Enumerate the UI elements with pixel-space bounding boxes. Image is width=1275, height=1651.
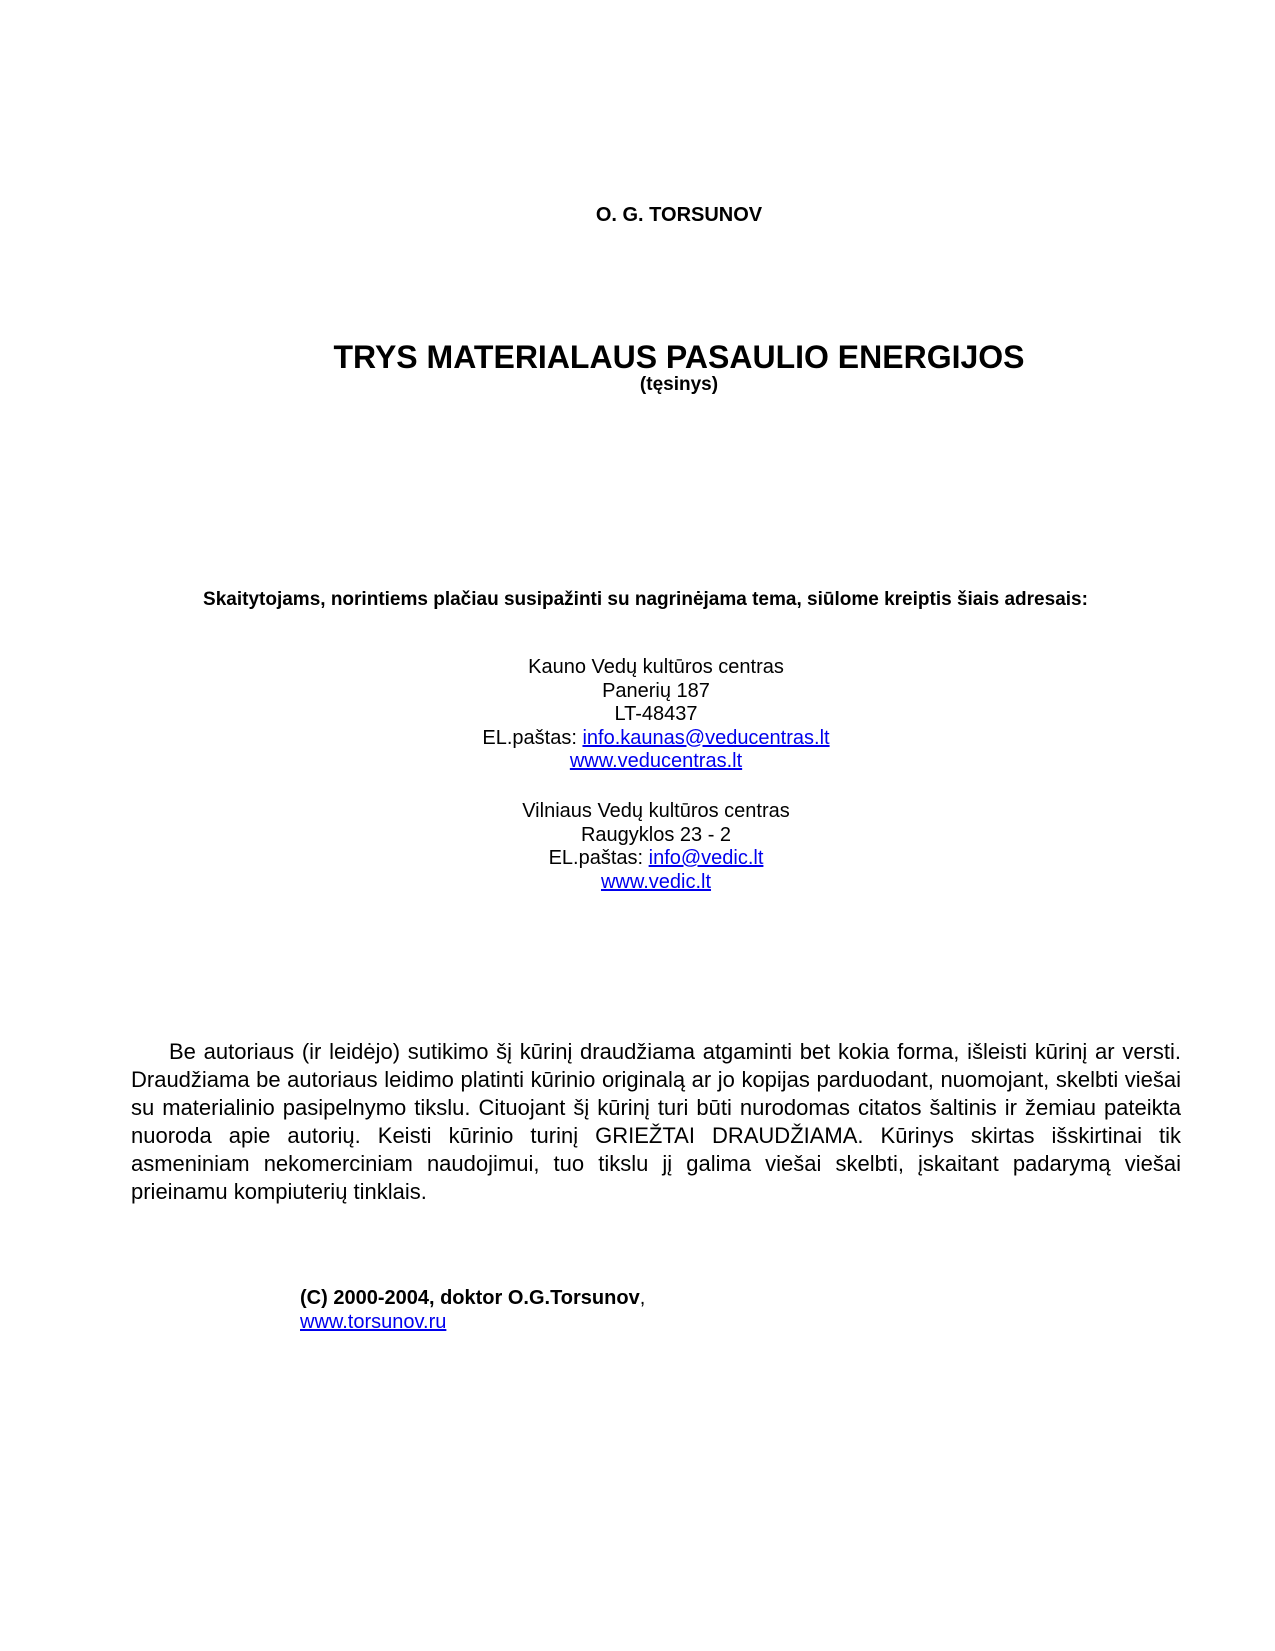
email-label: EL.paštas: (482, 726, 583, 749)
copyright-comma: , (639, 1287, 646, 1309)
address-name: Kauno Vedų kultūros centras (528, 656, 784, 678)
address-email-line (0, 727, 1275, 751)
address-email-line (0, 847, 1275, 871)
copyright-line (300, 1286, 1000, 1310)
website-link[interactable]: www.vedic.lt (600, 870, 712, 893)
address-block-kaunas (0, 656, 1275, 774)
author-website-line (300, 1310, 1000, 1334)
intro-text: Skaitytojams, norintiems plačiau susipažinti su nagrinėjama tema, siūlome kreiptis šiais adresais: (203, 589, 1088, 610)
author-name: O. G. TORSUNOV (595, 204, 763, 226)
copyright-notice-paragraph: Be autoriaus (ir leidėjo) sutikimo šį kūrinį draudžiama atgaminti bet kokia forma, išleisti kūrinį ar versti. Draudžiama be autoriaus leidimo platinti kūrinio originalą ar jo kopijas parduodant, nuomojant, skelbti viešai su materialinio pasipelnymo tikslu. Cituojant šį kūrinį turi būti nurodomas citatos šaltinis ir žemiau pateikta nuoroda apie autorių. Keisti kūrinio turinį GRIEŽTAI DRAUDŽIAMA. Kūrinys skirtas išskirtinai tik asmeniniam nekomerciniam naudojimui, tuo tikslu jį galima viešai skelbti, įskaitant padarymą viešai prieinamu kompiuterių tinklais. (131, 1039, 1181, 1204)
address-website-line (0, 750, 1275, 774)
copyright-text: (C) 2000-2004, doktor O.G.Torsunov (300, 1287, 640, 1309)
copyright-block (300, 1286, 1000, 1334)
email-link[interactable]: info@vedic.lt (648, 847, 764, 869)
address-block-vilnius (0, 800, 1275, 894)
address-street: Panerių 187 (602, 679, 710, 702)
page-title: TRYS MATERIALAUS PASAULIO ENERGIJOS (333, 339, 1025, 375)
email-label: EL.paštas: (548, 847, 649, 869)
address-street: Raugyklos 23 - 2 (580, 823, 732, 846)
website-link[interactable]: www.veducentras.lt (569, 750, 743, 772)
address-postal-code: LT-48437 (614, 703, 698, 725)
author-website-link[interactable]: www.torsunov.ru (300, 1311, 447, 1333)
email-link[interactable]: info.kaunas@veducentras.lt (582, 726, 830, 749)
address-name: Vilniaus Vedų kultūros centras (522, 800, 790, 822)
page-subtitle: (tęsinys) (639, 374, 719, 395)
address-website-line (0, 871, 1275, 895)
